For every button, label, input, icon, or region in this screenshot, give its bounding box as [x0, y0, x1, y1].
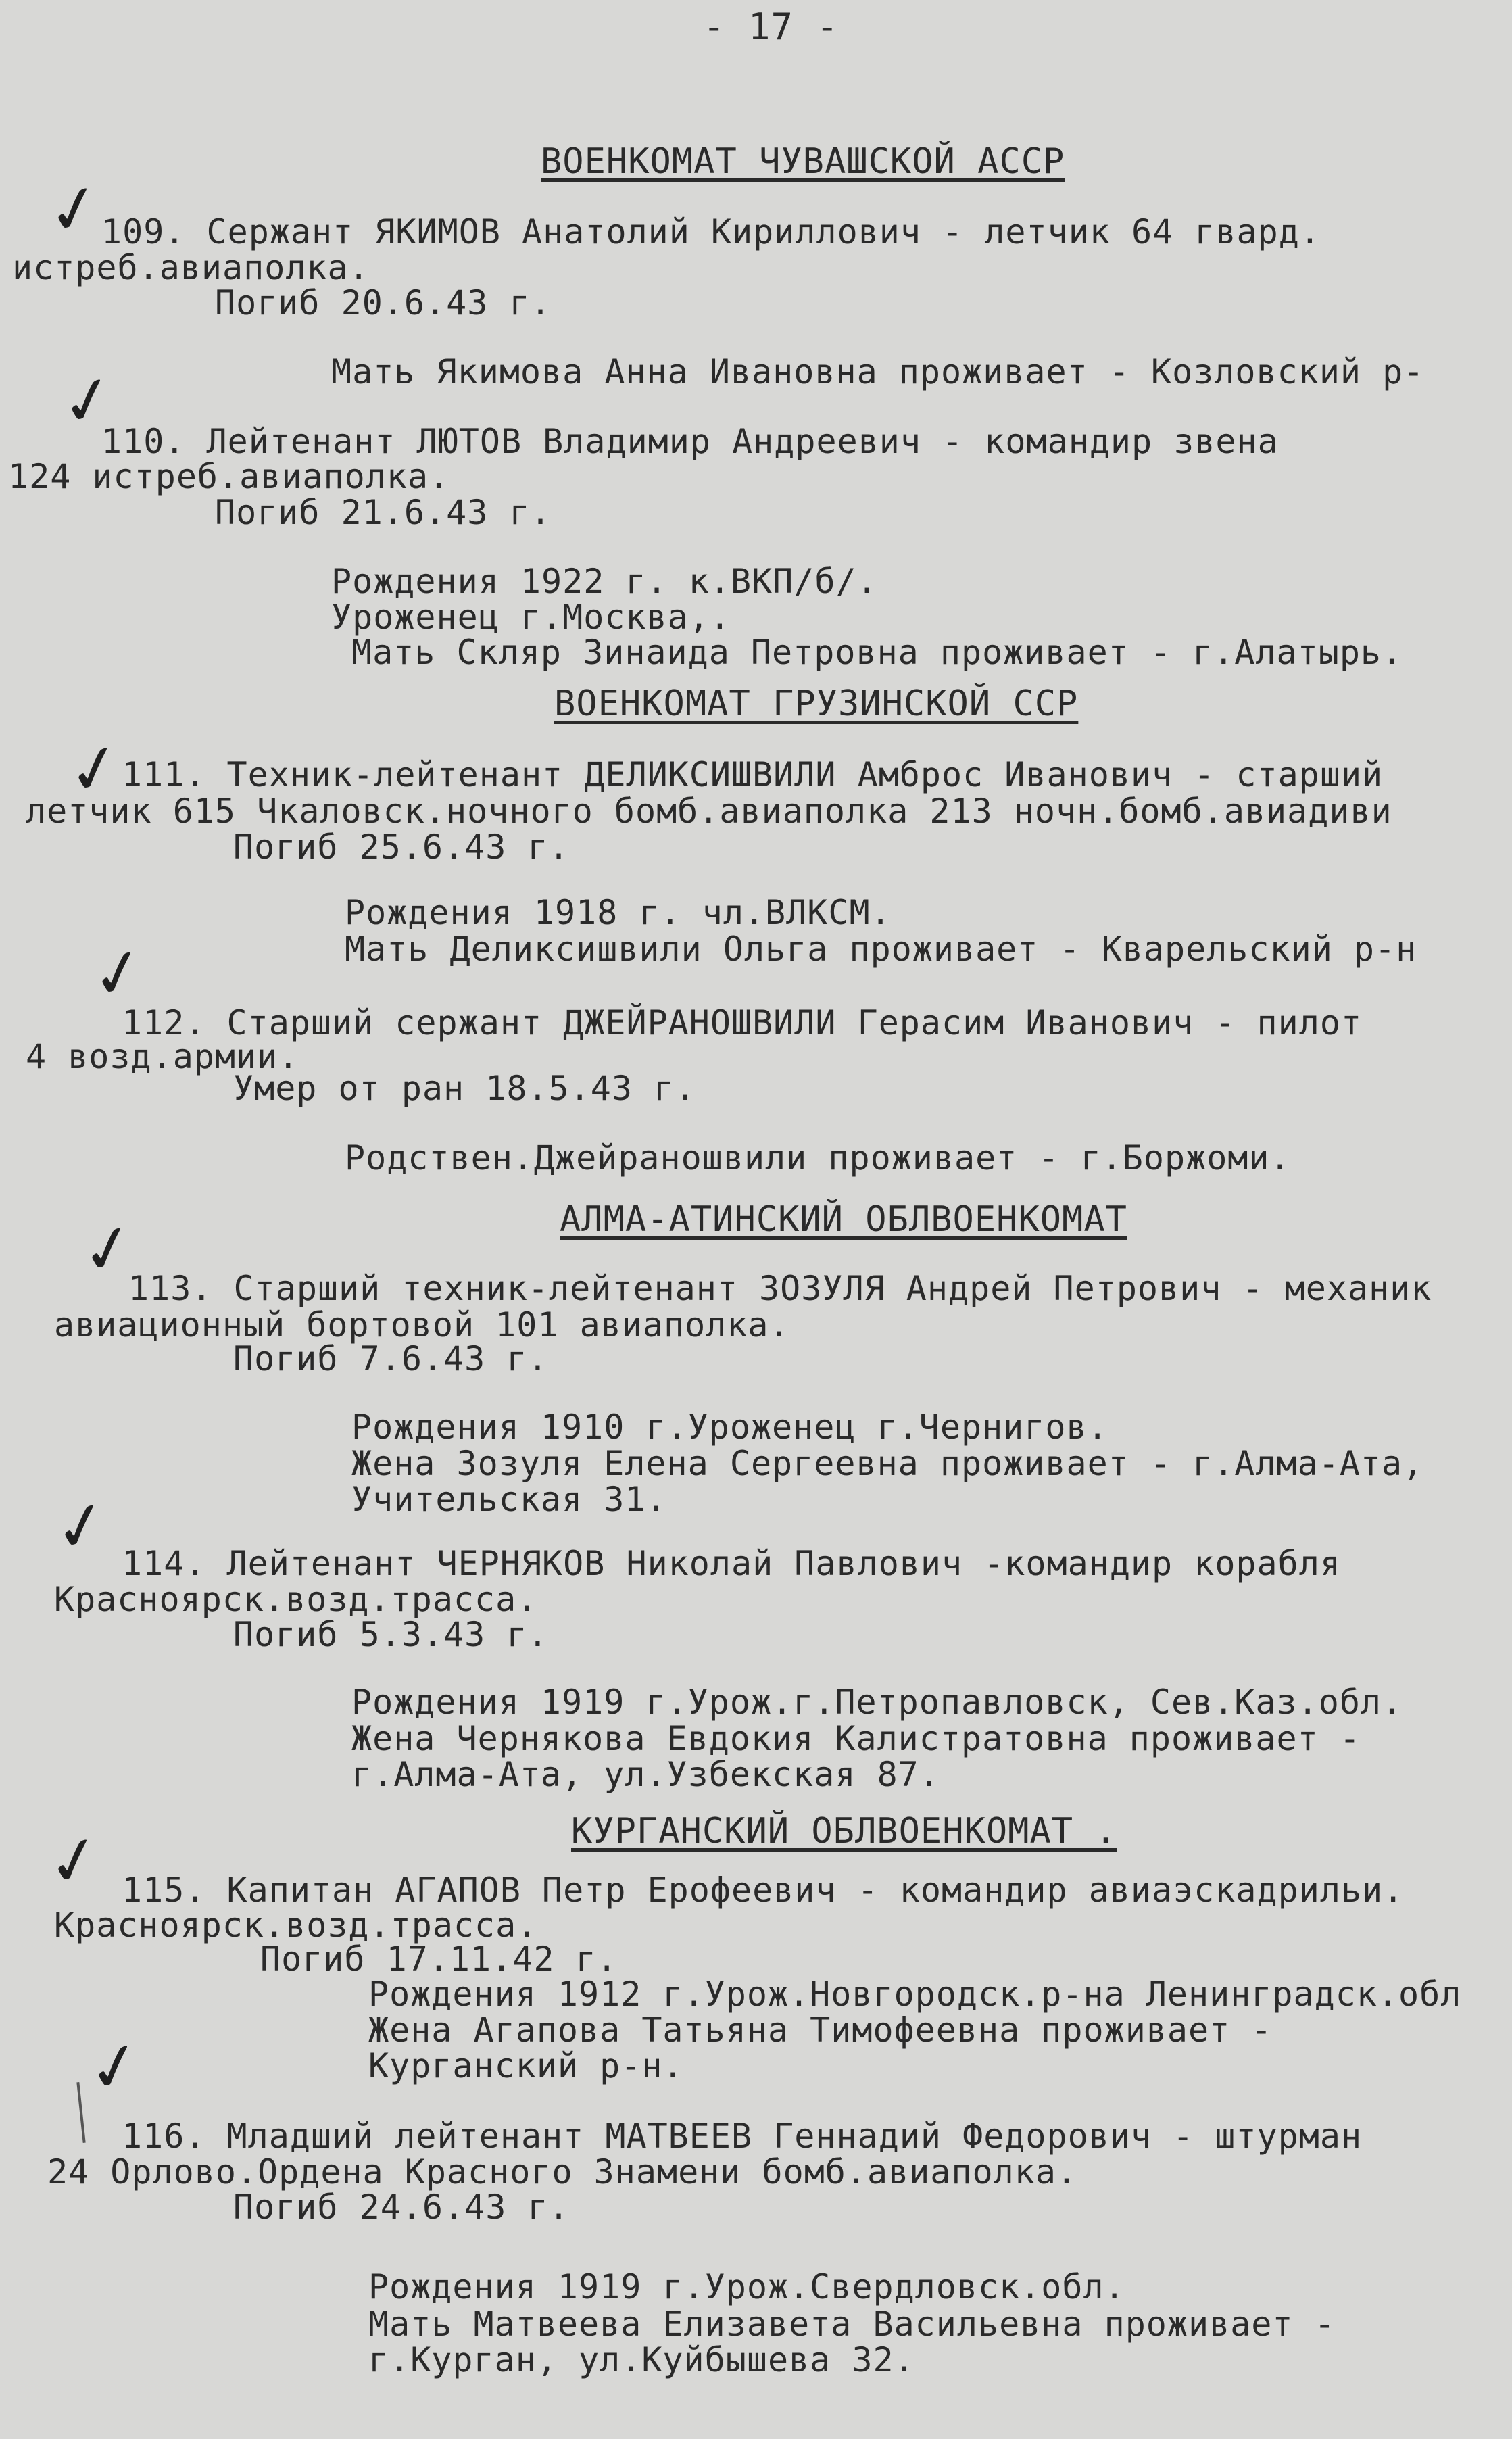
page-number: - 17 - [703, 5, 839, 48]
entry-line: Погиб 21.6.43 г. [215, 493, 552, 532]
entry-line: Погиб 20.6.43 г. [215, 283, 552, 322]
check-mark: ✓ [84, 930, 153, 1017]
entry-line: Курганский р-н. [368, 2046, 684, 2085]
entry-line: 113. Старший техник-лейтенант ЗОЗУЛЯ Андрей Петрович - механик [128, 1269, 1432, 1308]
entry-line: Красноярск.возд.трасса. [54, 1580, 538, 1619]
check-mark: ✓ [53, 358, 123, 444]
entry-line: Мать Якимова Анна Ивановна проживает - Козловский р- [331, 352, 1425, 391]
entry-line: 110. Лейтенант ЛЮТОВ Владимир Андреевич - командир звена [101, 422, 1279, 461]
entry-line: Рождения 1918 г. чл.ВЛКСМ. [345, 893, 892, 932]
entry-line: Родствен.Джейраношвили проживает - г.Боржоми. [345, 1138, 1291, 1178]
section-heading: ВОЕНКОМАТ ЧУВАШСКОЙ АССР [541, 141, 1065, 182]
check-mark: ✓ [40, 166, 109, 253]
entry-line: Погиб 24.6.43 г. [233, 2188, 570, 2227]
check-mark: ✓ [60, 726, 130, 813]
entry-line: Рождения 1919 г.Урож.Свердловск.обл. [368, 2267, 1125, 2307]
entry-line: Мать Матвеева Елизавета Васильевна проживает - [368, 2304, 1336, 2344]
check-mark: ✓ [80, 2024, 150, 2110]
entry-line: 124 истреб.авиаполка. [8, 457, 450, 496]
entry-line: Погиб 7.6.43 г. [233, 1339, 549, 1378]
entry-line: Мать Скляр Зинаида Петровна проживает - г.Алатырь. [351, 633, 1403, 672]
section-heading: АЛМА-АТИНСКИЙ ОБЛВОЕНКОМАТ [560, 1199, 1127, 1240]
entry-line: Погиб 17.11.42 г. [260, 1939, 618, 1979]
entry-line: г.Курган, ул.Куйбышева 32. [368, 2340, 915, 2380]
entry-line: 109. Сержант ЯКИМОВ Анатолий Кириллович - летчик 64 гвард. [101, 212, 1321, 251]
entry-line: летчик 615 Чкаловск.ночного бомб.авиаполка 213 ночн.бомб.авиадиви [26, 792, 1392, 831]
entry-line: 4 возд.армии. [26, 1037, 299, 1076]
entry-line: Умер от ран 18.5.43 г. [233, 1069, 696, 1108]
entry-line: 114. Лейтенант ЧЕРНЯКОВ Николай Павлович -командир корабля [122, 1544, 1341, 1583]
entry-line: Учительская 31. [351, 1480, 667, 1519]
entry-line: 115. Капитан АГАПОВ Петр Ерофеевич - командир авиаэскадрильи. [122, 1870, 1405, 1910]
entry-line: 24 Орлово.Ордена Красного Знамени бомб.авиаполка. [47, 2152, 1078, 2192]
entry-line: Рождения 1922 г. к.ВКП/б/. [331, 562, 878, 601]
entry-line: г.Алма-Ата, ул.Узбекская 87. [351, 1755, 940, 1794]
check-mark: ✓ [74, 1206, 143, 1293]
entry-line: авиационный бортовой 101 авиаполка. [54, 1305, 790, 1345]
section-heading: КУРГАНСКИЙ ОБЛВОЕНКОМАТ . [571, 1811, 1117, 1852]
entry-line: Уроженец г.Москва,. [331, 598, 731, 637]
entry-line: 111. Техник-лейтенант ДЕЛИКСИШВИЛИ Амброс Иванович - старший [122, 755, 1384, 794]
entry-line: Погиб 5.3.43 г. [233, 1615, 549, 1654]
entry-line: истреб.авиаполка. [12, 248, 370, 287]
check-mark: ✓ [40, 1818, 109, 1904]
entry-line: 116. Младший лейтенант МАТВЕЕВ Геннадий Федорович - штурман [122, 2117, 1363, 2156]
entry-line: Погиб 25.6.43 г. [233, 827, 570, 867]
entry-line: Красноярск.возд.трасса. [54, 1906, 538, 1945]
section-heading: ВОЕНКОМАТ ГРУЗИНСКОЙ ССР [554, 683, 1079, 724]
entry-line: Рождения 1912 г.Урож.Новгородск.р-на Ленинградск.обл [368, 1975, 1462, 2014]
pen-stroke [76, 2082, 85, 2143]
entry-line: Жена Зозуля Елена Сергеевна проживает - г.Алма-Ата, [351, 1444, 1424, 1483]
entry-line: Мать Деликсишвили Ольга проживает - Кварельский р-н [345, 929, 1417, 969]
entry-line: Рождения 1919 г.Урож.г.Петропавловск, Сев.Каз.обл. [351, 1683, 1403, 1722]
entry-line: Жена Чернякова Евдокия Калистратовна проживает - [351, 1719, 1361, 1758]
entry-line: Рождения 1910 г.Уроженец г.Чернигов. [351, 1407, 1108, 1447]
entry-line: Жена Агапова Татьяна Тимофеевна проживает - [368, 2010, 1273, 2050]
check-mark: ✓ [47, 1483, 116, 1570]
entry-line: 112. Старший сержант ДЖЕЙРАНОШВИЛИ Герасим Иванович - пилот [122, 1003, 1363, 1042]
